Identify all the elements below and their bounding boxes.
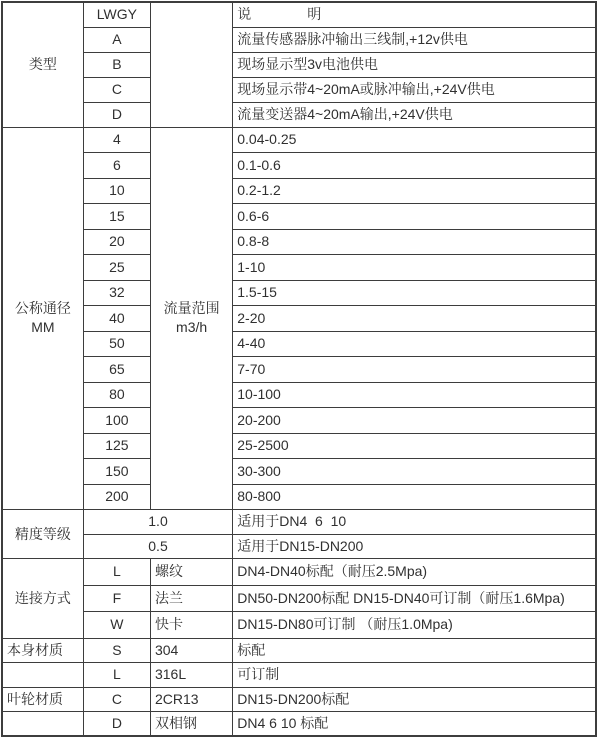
material-label-cell: 叶轮材质 bbox=[2, 687, 83, 712]
dn-value-cell: 6 bbox=[83, 153, 150, 179]
connection-name-cell: 螺纹 bbox=[150, 559, 232, 586]
type-middle-empty-cell bbox=[150, 2, 232, 127]
table-row bbox=[2, 178, 596, 204]
flow-range-label-line: m3/h bbox=[176, 319, 208, 336]
dn-value-cell: 20 bbox=[83, 229, 150, 255]
type-code-cell: B bbox=[83, 52, 150, 77]
dn-value-cell: 125 bbox=[83, 433, 150, 459]
diameter-label-line: 公称通径 bbox=[14, 300, 71, 317]
table-row bbox=[2, 408, 596, 434]
desc-header-cell bbox=[233, 2, 596, 27]
desc-header-text: 说 bbox=[237, 6, 252, 23]
diameter-label-line: MM bbox=[31, 319, 55, 336]
table-row bbox=[2, 204, 596, 230]
type-code-cell: C bbox=[83, 77, 150, 102]
dn-value-cell: 50 bbox=[83, 331, 150, 357]
dn-value-cell: 40 bbox=[83, 306, 150, 332]
table-row bbox=[2, 612, 596, 639]
row-label-accuracy: 精度等级 bbox=[2, 510, 83, 559]
flow-range-cell: 1.5-15 bbox=[233, 280, 596, 306]
material-code-cell: L bbox=[83, 663, 150, 688]
flow-range-label-line: 流量范围 bbox=[163, 300, 220, 317]
type-desc-cell: 流量变送器4~20mA输出,+24V供电 bbox=[233, 102, 596, 127]
flow-range-cell: 2-20 bbox=[233, 306, 596, 332]
dn-value-cell: 200 bbox=[83, 484, 150, 510]
connection-desc-cell: DN4-DN40标配（耐压2.5Mpa) bbox=[233, 559, 596, 586]
accuracy-desc-cell: 适用于DN4 6 10 bbox=[233, 510, 596, 535]
dn-value-cell: 15 bbox=[83, 204, 150, 230]
model-code-cell: LWGY bbox=[83, 2, 150, 27]
table-row bbox=[2, 229, 596, 255]
flow-range-label-cell bbox=[150, 127, 232, 510]
flow-range-cell: 0.2-1.2 bbox=[233, 178, 596, 204]
flow-range-cell: 0.6-6 bbox=[233, 204, 596, 230]
table-row bbox=[2, 280, 596, 306]
material-name-cell: 316L bbox=[150, 663, 232, 688]
dn-value-cell: 65 bbox=[83, 357, 150, 383]
dn-value-cell: 100 bbox=[83, 408, 150, 434]
row-label-type: 类型 bbox=[2, 2, 83, 127]
table-row bbox=[2, 27, 596, 52]
material-desc-cell: DN4 6 10 标配 bbox=[233, 712, 596, 737]
material-code-cell: C bbox=[83, 687, 150, 712]
table-row bbox=[2, 153, 596, 179]
dn-value-cell: 25 bbox=[83, 255, 150, 281]
table-row bbox=[2, 663, 596, 688]
connection-name-cell: 法兰 bbox=[150, 585, 232, 612]
material-desc-cell: DN15-DN200标配 bbox=[233, 687, 596, 712]
row-label-connection: 连接方式 bbox=[2, 559, 83, 639]
flow-range-cell: 20-200 bbox=[233, 408, 596, 434]
accuracy-class-cell: 0.5 bbox=[83, 534, 232, 559]
table-row bbox=[2, 534, 596, 559]
material-code-cell: S bbox=[83, 638, 150, 663]
table-row bbox=[2, 433, 596, 459]
connection-name-cell: 快卡 bbox=[150, 612, 232, 639]
table-row bbox=[2, 484, 596, 510]
table-row bbox=[2, 687, 596, 712]
type-desc-cell: 现场显示型3v电池供电 bbox=[233, 52, 596, 77]
connection-code-cell: W bbox=[83, 612, 150, 639]
connection-desc-cell: DN50-DN200标配 DN15-DN40可订制（耐压1.6Mpa) bbox=[233, 585, 596, 612]
spec-table bbox=[1, 1, 597, 737]
accuracy-class-cell: 1.0 bbox=[83, 510, 232, 535]
flow-range-cell: 80-800 bbox=[233, 484, 596, 510]
dn-value-cell: 80 bbox=[83, 382, 150, 408]
material-code-cell: D bbox=[83, 712, 150, 737]
table-row bbox=[2, 52, 596, 77]
connection-desc-cell: DN15-DN80可订制 （耐压1.0Mpa) bbox=[233, 612, 596, 639]
material-desc-cell: 标配 bbox=[233, 638, 596, 663]
accuracy-desc-cell: 适用于DN15-DN200 bbox=[233, 534, 596, 559]
table-row bbox=[2, 510, 596, 535]
connection-code-cell: L bbox=[83, 559, 150, 586]
table-row bbox=[2, 712, 596, 737]
flow-range-cell: 7-70 bbox=[233, 357, 596, 383]
flow-range-cell: 0.04-0.25 bbox=[233, 127, 596, 153]
table-row bbox=[2, 255, 596, 281]
table-row bbox=[2, 331, 596, 357]
material-label-cell bbox=[2, 663, 83, 688]
dn-value-cell: 4 bbox=[83, 127, 150, 153]
flow-range-cell: 10-100 bbox=[233, 382, 596, 408]
table-row bbox=[2, 559, 596, 586]
table-row bbox=[2, 585, 596, 612]
material-label-cell bbox=[2, 712, 83, 737]
type-code-cell: A bbox=[83, 27, 150, 52]
material-name-cell: 2CR13 bbox=[150, 687, 232, 712]
flow-range-cell: 1-10 bbox=[233, 255, 596, 281]
material-label-cell: 本身材质 bbox=[2, 638, 83, 663]
type-desc-cell: 现场显示带4~20mA或脉冲输出,+24V供电 bbox=[233, 77, 596, 102]
table-row bbox=[2, 459, 596, 485]
table-row bbox=[2, 2, 596, 27]
material-name-cell: 双相钢 bbox=[150, 712, 232, 737]
table-row bbox=[2, 127, 596, 153]
table-row bbox=[2, 306, 596, 332]
table-row bbox=[2, 77, 596, 102]
flow-range-cell: 4-40 bbox=[233, 331, 596, 357]
dn-value-cell: 150 bbox=[83, 459, 150, 485]
table-row bbox=[2, 382, 596, 408]
material-name-cell: 304 bbox=[150, 638, 232, 663]
dn-value-cell: 10 bbox=[83, 178, 150, 204]
type-desc-cell: 流量传感器脉冲输出三线制,+12v供电 bbox=[233, 27, 596, 52]
row-label-diameter bbox=[2, 127, 83, 510]
type-code-cell: D bbox=[83, 102, 150, 127]
flow-range-cell: 25-2500 bbox=[233, 433, 596, 459]
table-row bbox=[2, 357, 596, 383]
flow-range-cell: 0.1-0.6 bbox=[233, 153, 596, 179]
dn-value-cell: 32 bbox=[83, 280, 150, 306]
table-row bbox=[2, 102, 596, 127]
flow-range-cell: 30-300 bbox=[233, 459, 596, 485]
material-desc-cell: 可订制 bbox=[233, 663, 596, 688]
table-row bbox=[2, 638, 596, 663]
desc-header-text: 明 bbox=[307, 6, 322, 23]
connection-code-cell: F bbox=[83, 585, 150, 612]
flow-range-cell: 0.8-8 bbox=[233, 229, 596, 255]
